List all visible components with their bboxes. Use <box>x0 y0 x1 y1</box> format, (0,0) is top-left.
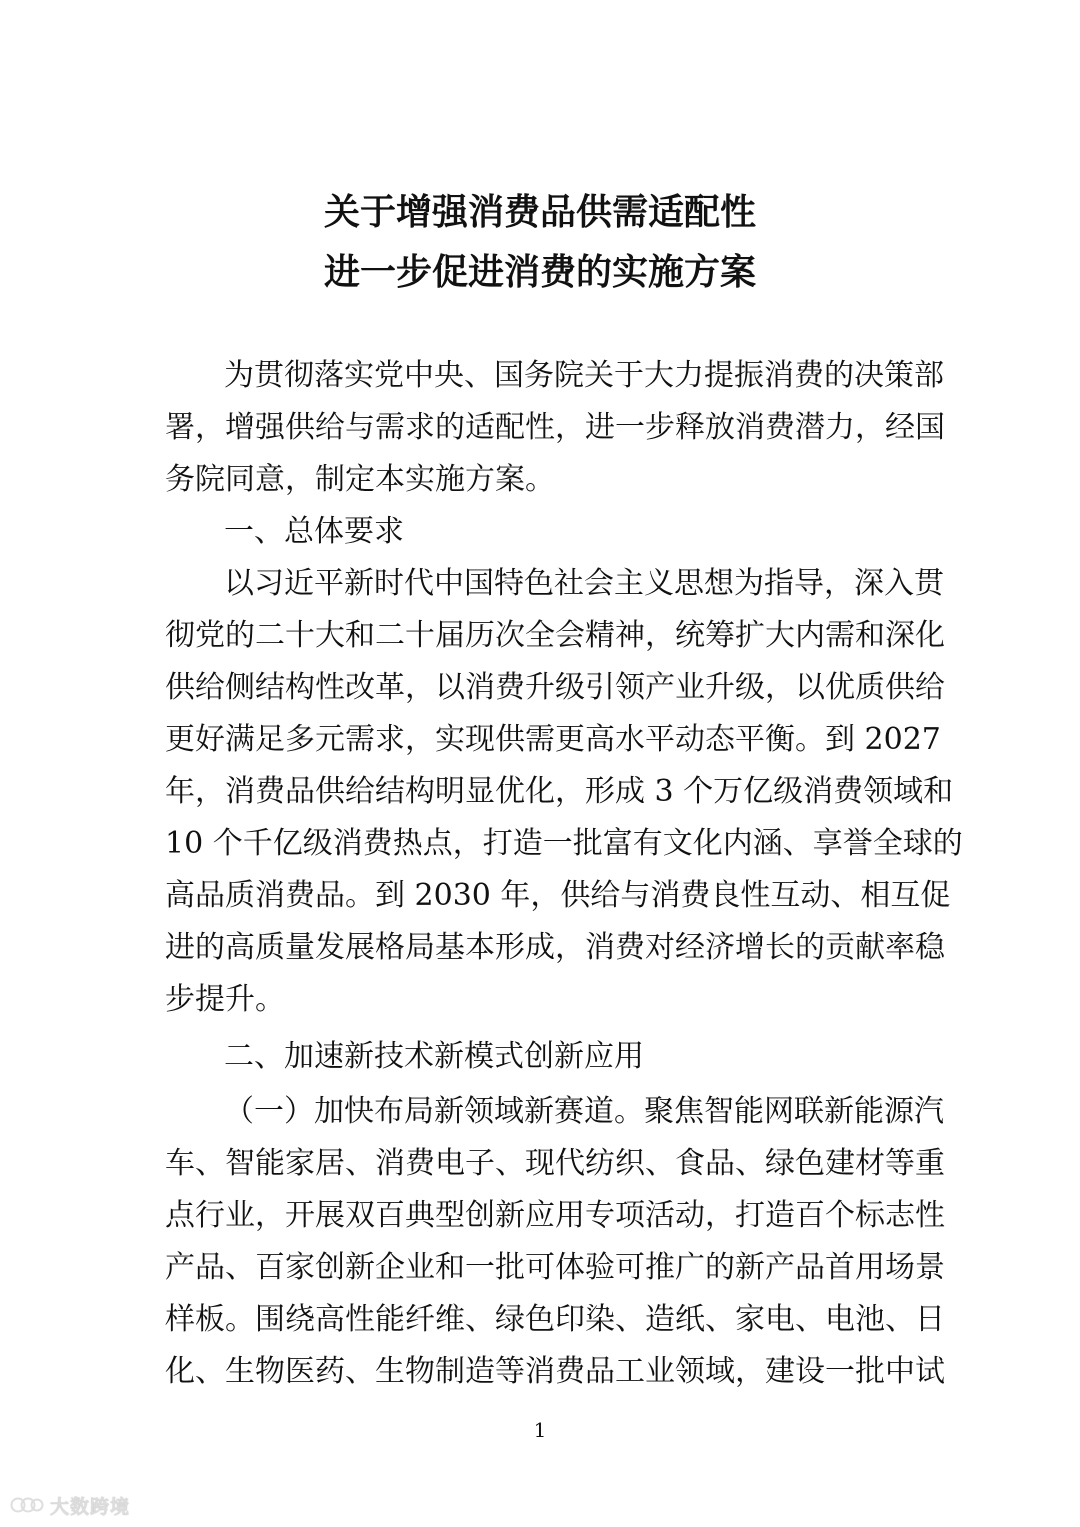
paragraph-line: 10 个千亿级消费热点，打造一批富有文化内涵、享誉全球的 <box>165 826 963 861</box>
watermark-text: 大数跨境 <box>50 1495 131 1518</box>
paragraph-line: 车、智能家居、消费电子、现代纺织、食品、绿色建材等重 <box>165 1146 945 1181</box>
paragraph-line: 进的高质量发展格局基本形成，消费对经济增长的贡献率稳 <box>165 930 945 965</box>
watermark <box>10 1490 130 1520</box>
paragraph-line: 样板。围绕高性能纤维、绿色印染、造纸、家电、电池、日 <box>165 1302 945 1337</box>
section-heading: 一、总体要求 <box>224 514 404 549</box>
paragraph-line: 年，消费品供给结构明显优化，形成 3 个万亿级消费领域和 <box>165 774 954 809</box>
paragraph-line: 更好满足多元需求，实现供需更高水平动态平衡。到 2027 <box>165 722 941 757</box>
paragraph-line: 化、生物医药、生物制造等消费品工业领域，建设一批中试 <box>165 1354 945 1389</box>
paragraph-line: 署，增强供给与需求的适配性，进一步释放消费潜力，经国 <box>165 410 945 445</box>
paragraph-line: 彻党的二十大和二十届历次全会精神，统筹扩大内需和深化 <box>165 618 945 653</box>
document-title-line-1: 关于增强消费品供需适配性 <box>323 191 756 233</box>
paragraph-line: 供给侧结构性改革，以消费升级引领产业升级，以优质供给 <box>165 670 945 705</box>
paragraph-line: 高品质消费品。到 2030 年，供给与消费良性互动、相互促 <box>165 878 951 913</box>
paragraph-line: 产品、百家创新企业和一批可体验可推广的新产品首用场景 <box>165 1250 945 1285</box>
paragraph-line: 务院同意，制定本实施方案。 <box>165 462 555 497</box>
watermark-logo-icon <box>10 1494 44 1516</box>
page-number: 1 <box>533 1418 547 1442</box>
document-title-line-2: 进一步促进消费的实施方案 <box>323 251 756 293</box>
paragraph-line: 为贯彻落实党中央、国务院关于大力提振消费的决策部 <box>224 358 944 393</box>
section-heading: 二、加速新技术新模式创新应用 <box>224 1039 644 1074</box>
paragraph-line: 步提升。 <box>165 982 285 1017</box>
paragraph-line: 以习近平新时代中国特色社会主义思想为指导，深入贯 <box>224 566 944 601</box>
paragraph-line: （一）加快布局新领域新赛道。聚焦智能网联新能源汽 <box>224 1094 944 1129</box>
paragraph-line: 点行业，开展双百典型创新应用专项活动，打造百个标志性 <box>165 1198 945 1233</box>
